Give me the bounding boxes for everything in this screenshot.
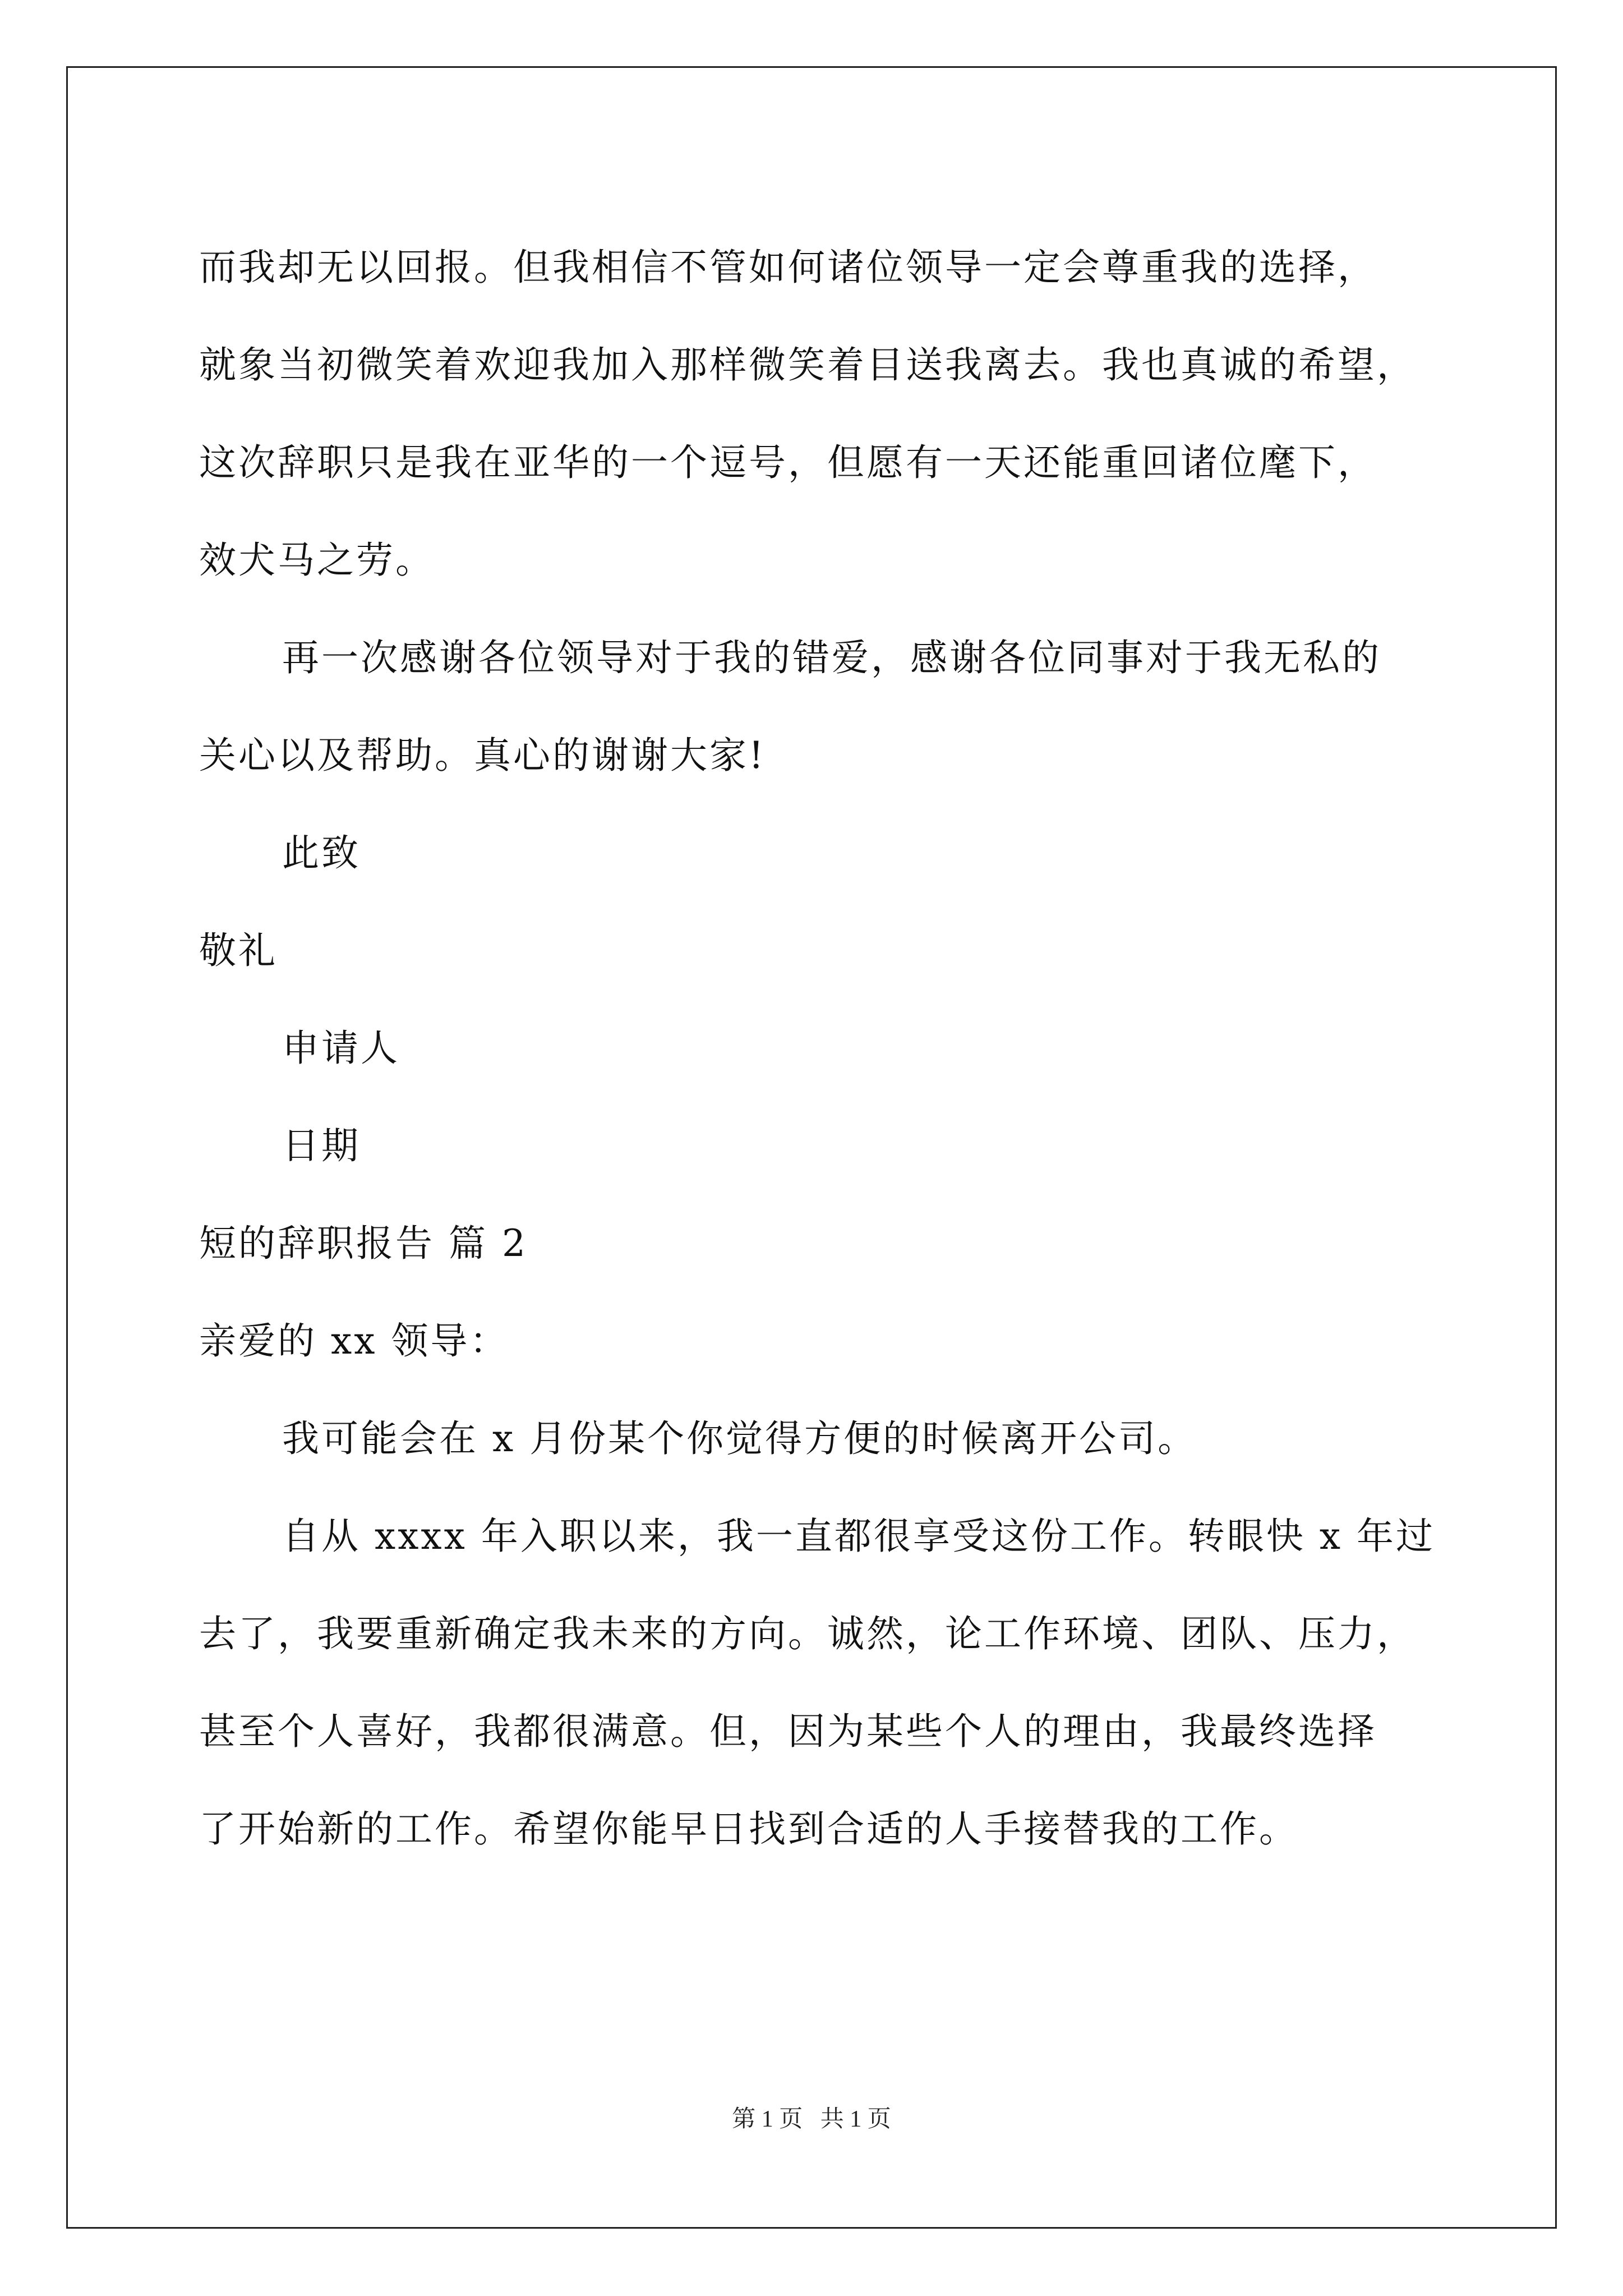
body-line-15: 去了，我要重新确定我未来的方向。诚然，论工作环境、团队、压力， — [199, 1612, 1416, 1655]
closing-salutation: 此致 — [282, 831, 361, 875]
body-line-1: 而我却无以回报。但我相信不管如何诸位领导一定会尊重我的选择， — [199, 246, 1377, 289]
body-line-3: 这次辞职只是我在亚华的一个逗号，但愿有一天还能重回诸位麾下， — [199, 441, 1377, 484]
letter-greeting: 亲爱的 xx 领导： — [199, 1319, 509, 1363]
body-line-13: 我可能会在 x 月份某个你觉得方便的时候离开公司。 — [282, 1417, 1197, 1460]
date-label: 日期 — [282, 1124, 361, 1167]
body-line-4: 效犬马之劳。 — [199, 539, 435, 582]
section-heading: 短的辞职报告 篇 2 — [199, 1222, 528, 1265]
document-body — [199, 219, 1450, 1878]
body-line-16: 甚至个人喜好，我都很满意。但，因为某些个人的理由，我最终选择 — [199, 1710, 1377, 1753]
closing-regards: 敬礼 — [199, 929, 278, 972]
body-line-2: 就象当初微笑着欢迎我加入那样微笑着目送我离去。我也真诚的希望， — [199, 343, 1416, 386]
body-line-17: 了开始新的工作。希望你能早日找到合适的人手接替我的工作。 — [199, 1807, 1298, 1851]
body-line-6: 关心以及帮助。真心的谢谢大家! — [199, 734, 766, 777]
body-line-14: 自从 xxxx 年入职以来，我一直都很享受这份工作。转眼快 x 年过 — [282, 1515, 1436, 1558]
page-number-footer: 第 1 页 共 1 页 — [732, 2106, 891, 2132]
applicant-label: 申请人 — [282, 1027, 400, 1070]
body-line-5: 再一次感谢各位领导对于我的错爱，感谢各位同事对于我无私的 — [282, 636, 1381, 679]
